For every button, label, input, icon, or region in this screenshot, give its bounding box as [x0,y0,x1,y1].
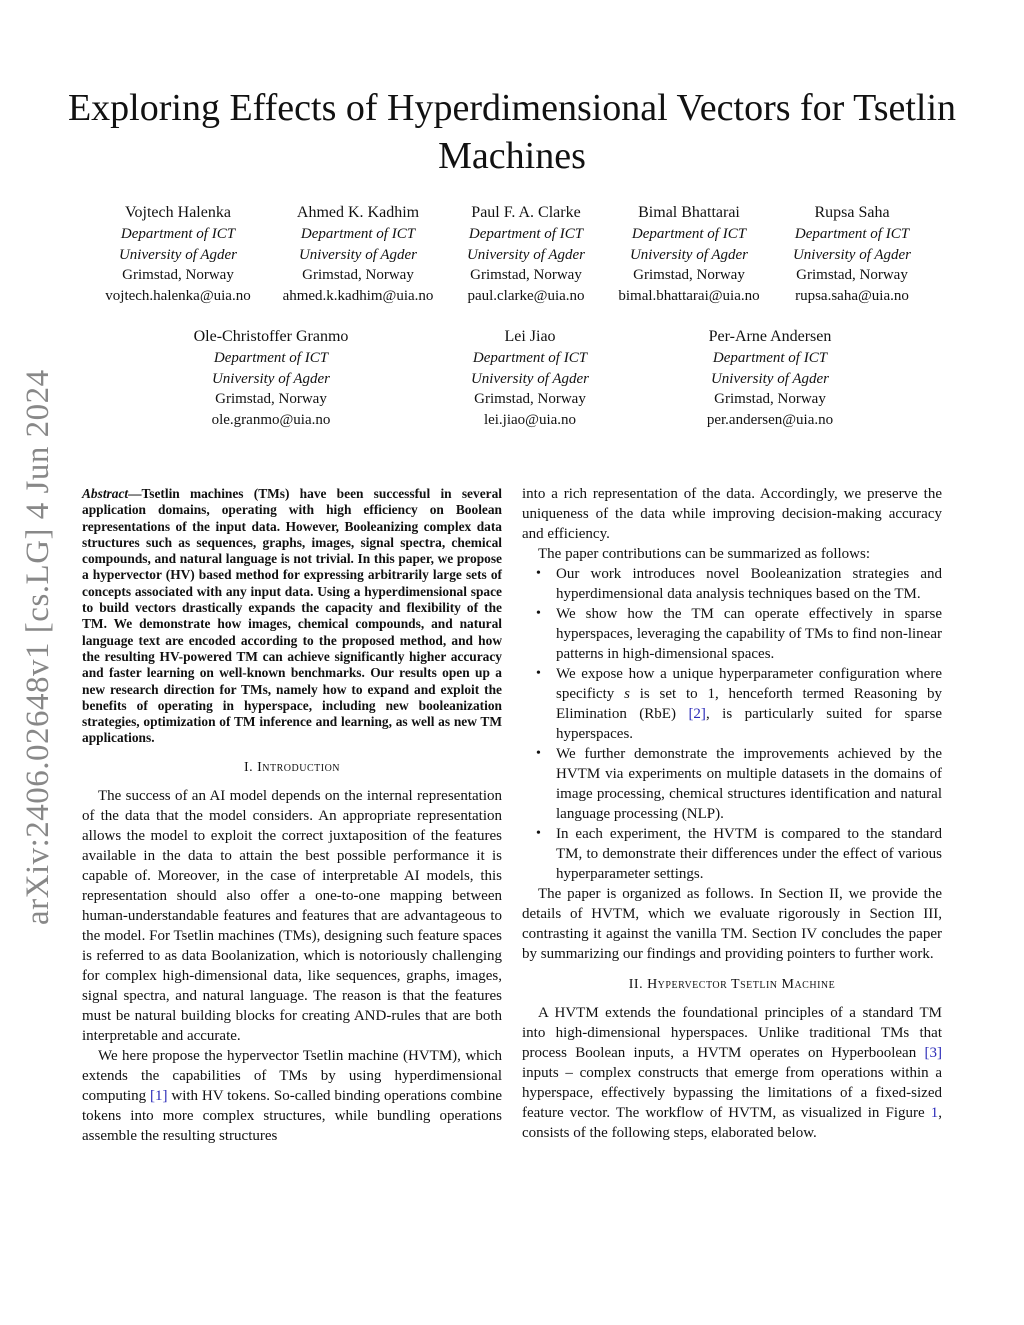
author-univ: University of Agder [470,370,590,387]
bullet-marker: • [536,746,541,761]
author-location: Grimstad, Norway [633,267,745,284]
author-location: Grimstad, Norway [474,391,586,408]
author-block [78,202,278,306]
author-dept: Department of ICT [712,350,828,366]
author-block [670,326,870,430]
author-dept: Department of ICT [794,226,910,242]
text-span: We expose how a unique hyperparameter configuration where specificty [556,666,942,702]
author-email[interactable]: bimal.bhattarai@uia.no [618,287,760,304]
author-block [752,202,952,306]
abstract-lead: Abstract [82,486,129,501]
text-span: We here propose the hypervector Tsetlin machine (HVTM), which extends the capabilities of TMs by using hyperdimensional computing [82,1047,502,1104]
author-dept: Department of ICT [120,226,236,242]
intro-continuation: into a rich representation of the data. Accordingly, we preserve the uniqueness of the data while improving decision-making accuracy and efficiency. [522,486,942,542]
author-location: Grimstad, Norway [302,267,414,284]
abstract [82,486,502,747]
arxiv-stamp: arXiv:2406.02648v1 [cs.LG] 4 Jun 2024 [20,369,56,925]
citation-link[interactable]: [1] [150,1087,168,1104]
author-email[interactable]: per.andersen@uia.no [706,411,834,428]
intro-paragraph-2 [82,1046,502,1146]
author-name: Ahmed K. Kadhim [296,204,420,221]
figure-link[interactable]: 1 [930,1105,939,1121]
section-heading-hvtm: II. Hypervector Tsetlin Machine [628,977,836,992]
author-dept: Department of ICT [472,350,588,366]
author-location: Grimstad, Norway [122,267,234,284]
abstract-text: —Tsetlin machines (TMs) have been successful in several application domains, operating with high efficiency on Boolean representations of the input data. However, Booleanizing complex data structures such as sequences, graphs, images, signal spectra, chemical compounds, and natural language is not trivial. In this paper, we propose a hypervector (HV) based method for expressing arbitrarily large sets of concepts associated with any input data. Using a hyperdimensional space to build vectors drastically expands the capacity and flexibility of the TM. We demonstrate how images, chemical compounds, and natural language text are encoded according to the proposed method, and how the resulting HV-powered TM can achieve significantly higher accuracy and faster learning on well-known benchmarks. Our results open up a new research direction for TMs, namely how to expand and exploit the benefits of operating in hyperspace, including new booleanization strategies, optimization of TM inference and learning, as well as new TM applications. [82,486,502,746]
author-location: Grimstad, Norway [470,267,582,284]
author-dept: Department of ICT [631,226,747,242]
hvtm-paragraph [522,1003,942,1143]
section-heading-introduction: I. Introduction [243,759,341,775]
author-name: Vojtech Halenka [125,204,231,221]
list-item [522,564,942,604]
author-location: Grimstad, Norway [215,391,327,408]
list-item [522,664,942,744]
paper-organization: The paper is organized as follows. In Section II, we provide the details of HVTM, which we evaluate rigorously in Section III, contrasting it against the vanilla TM. Section IV concludes the paper by summarizing our findings and providing pointers to further work. [522,886,942,962]
author-name: Lei Jiao [504,328,556,345]
bullet-text: We further demonstrate the improvements achieved by the HVTM via experiments on multiple datasets in the domains of image processing, chemical structures identification and natural language processing (NLP). [556,746,942,822]
author-name: Ole-Christoffer Granmo [193,328,349,345]
citation-link[interactable]: [3] [924,1045,942,1061]
contributions-intro: The paper contributions can be summarized as follows: [538,546,870,562]
citation-link[interactable]: [2] [688,706,706,722]
author-univ: University of Agder [298,246,418,263]
author-dept: Department of ICT [468,226,584,242]
bullet-marker: • [536,826,541,841]
author-email[interactable]: paul.clarke@uia.no [467,287,585,304]
math-variable: s [624,686,630,702]
text-span: , consists of the following steps, elaborated below. [522,1105,942,1141]
left-column [82,486,502,1146]
author-block [171,326,371,430]
author-name: Per-Arne Andersen [708,328,832,345]
author-univ: University of Agder [118,246,238,263]
list-item [522,604,942,664]
author-univ: University of Agder [792,246,912,263]
bullet-text: We show how the TM can operate effectively in sparse hyperspaces, leveraging the capability of TMs to find non-linear patterns in high-dimensional spaces. [556,606,942,662]
bullet-text: In each experiment, the HVTM is compared to the standard TM, to demonstrate their differences under the effect of various hyperparameter settings. [556,826,942,882]
list-item [522,744,942,824]
bullet-text: Our work introduces novel Booleanization strategies and hyperdimensional data analysis techniques based on the TM. [556,566,942,602]
right-column [522,484,942,1143]
author-email[interactable]: ahmed.k.kadhim@uia.no [282,287,434,304]
bullet-marker: • [536,666,541,681]
author-univ: University of Agder [629,246,749,263]
bullet-marker: • [536,566,541,581]
author-block [430,326,630,430]
text-span: with HV tokens. So-called binding operations combine tokens into more complex structures, while bundling operations assemble the resulting structures [82,1087,502,1144]
author-univ: University of Agder [710,370,830,387]
author-email[interactable]: vojtech.halenka@uia.no [105,287,251,304]
author-univ: University of Agder [466,246,586,263]
author-name: Paul F. A. Clarke [471,204,581,221]
bullet-marker: • [536,606,541,621]
author-dept: Department of ICT [300,226,416,242]
intro-paragraph-1: The success of an AI model depends on the internal representation of the data that the model considers. An appropriate representation allows the model to exploit the correct juxtaposition of the features available in the data to attain the best possible performance it is capable of. Moreover, in the case of interpretable AI models, this representation should also offer a one-to-one mapping between human-understandable features and features that are advantageous to the model. For Tsetlin machines (TMs), designing such feature spaces is referred to as data Boolanization, which is notoriously challenging for complex high-dimensional data, like sequences, graphs, images, signal spectra, and natural language. The reason is that the features must be natural building blocks for creating AND-rules that are both interpretable and accurate. [82,787,502,1044]
author-email[interactable]: rupsa.saha@uia.no [795,287,909,304]
author-univ: University of Agder [211,370,331,387]
text-span: A HVTM extends the foundational principles of a standard TM into high-dimensional hyperspaces. Unlike traditional TMs that process Boolean inputs, a HVTM operates on Hyperboolean [522,1005,942,1061]
paper-title: Exploring Effects of Hyperdimensional Vectors for Tsetlin Machines [67,87,957,177]
text-span: is set to 1, henceforth termed Reasoning by Elimination (RbE) [556,686,943,722]
author-name: Bimal Bhattarai [638,204,740,221]
author-name: Rupsa Saha [814,204,890,221]
list-item [522,824,942,884]
contributions-list [522,564,942,884]
author-location: Grimstad, Norway [714,391,826,408]
author-dept: Department of ICT [213,350,329,366]
author-email[interactable]: ole.granmo@uia.no [211,411,331,428]
text-span: , is particularly suited for sparse hyperspaces. [556,706,942,742]
author-email[interactable]: lei.jiao@uia.no [483,411,577,428]
author-location: Grimstad, Norway [796,267,908,284]
text-span: inputs – complex constructs that emerge from operations within a hyperspace, effectively bypassing the limitations of a fixed-sized feature vector. The workflow of HVTM, as visualized in Figure [522,1065,942,1121]
